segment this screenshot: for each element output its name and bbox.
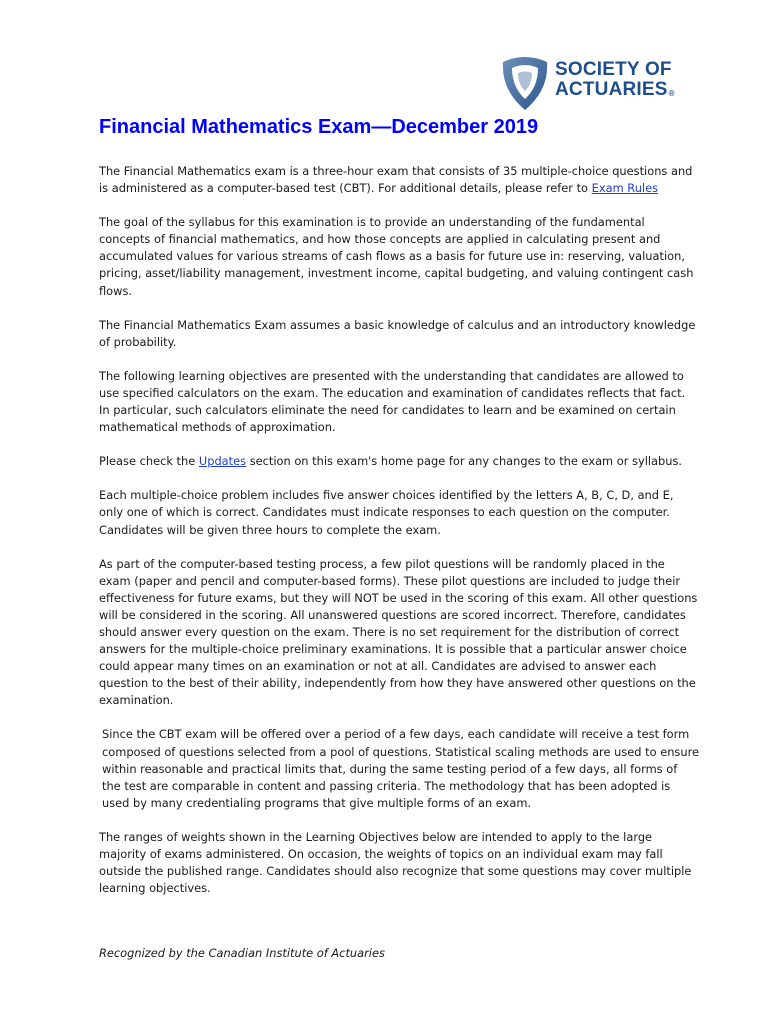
- paragraph-prerequisites: The Financial Mathematics Exam assumes a basic knowledge of calculus and an introductory knowledge of probability.: [99, 317, 696, 349]
- document-body: [99, 163, 699, 914]
- paragraph-cbt-scaling: Since the CBT exam will be offered over a period of a few days, each candidate will receive a test form composed of questions selected from a pool of questions. Statistical scaling methods are used to ensure within reasonable and practical limits that, during the same testing period of a few days, all forms of the test are comparable in content and passing criteria. The methodology that has been adopted is used by many credentialing programs that give multiple forms of an exam.: [102, 727, 700, 810]
- society-of-actuaries-logo: [497, 52, 675, 116]
- paragraph-exam-overview: The Financial Mathematics exam is a three-hour exam that consists of 35 multiple-choice questions and is administered as a computer-based test (CBT). For additional details, please refer to Exam Rules: [99, 164, 693, 196]
- paragraph-updates: Please check the Updates section on this exam's home page for any changes to the exam or syllabus.: [99, 454, 683, 469]
- footer-recognition: Recognized by the Canadian Institute of Actuaries: [99, 946, 385, 960]
- shield-icon: [497, 52, 553, 114]
- paragraph-syllabus-goal: The goal of the syllabus for this examination is to provide an understanding of the fundamental concepts of financial mathematics, and how those concepts are applied in calculating present and accumulated values for various streams of cash flows as a basis for future use in: reserving, valuation, pricing, asset/liability management, investment income, capital budgeting, and valuing contingent cash flows.: [99, 215, 694, 298]
- paragraph-multiple-choice: Each multiple-choice problem includes five answer choices identified by the letters A, B, C, D, and E, only one of which is correct. Candidates must indicate responses to each question on the computer. Candidates will be given three hours to complete the exam.: [99, 488, 674, 537]
- paragraph-weight-ranges: The ranges of weights shown in the Learning Objectives below are intended to apply to the large majority of exams administered. On occasion, the weights of topics on an individual exam may fall outside the published range. Candidates should also recognize that some questions may cover multiple learning objectives.: [99, 829, 692, 896]
- document-title: Financial Mathematics Exam—December 2019: [99, 116, 539, 138]
- exam-rules-link[interactable]: Exam Rules: [591, 181, 659, 196]
- logo-line-2: ACTUARIES®: [555, 79, 675, 100]
- paragraph-pilot-questions: As part of the computer-based testing process, a few pilot questions will be randomly placed in the exam (paper and pencil and computer-based forms). These pilot questions are included to judge their effectiveness for future exams, but they will NOT be used in the scoring of this exam. All other questions will be considered in the scoring. All unanswered questions are scored incorrect. Therefore, candidates should answer every question on the exam. There is no set requirement for the distribution of correct answers for the multiple-choice preliminary examinations. It is possible that a particular answer choice could appear many times on an examination or not at all. Candidates are advised to answer each question to the best of their ability, independently from how they have answered other questions on the examination.: [99, 556, 698, 708]
- paragraph-learning-objectives: The following learning objectives are presented with the understanding that candidates are allowed to use specified calculators on the exam. The education and examination of candidates reflects that fact. In particular, such calculators eliminate the need for candidates to learn and be examined on certain mathematical methods of approximation.: [99, 368, 686, 435]
- updates-link[interactable]: Updates: [198, 454, 247, 469]
- logo-wordmark: [555, 60, 675, 100]
- logo-line-1: SOCIETY OF: [555, 59, 672, 80]
